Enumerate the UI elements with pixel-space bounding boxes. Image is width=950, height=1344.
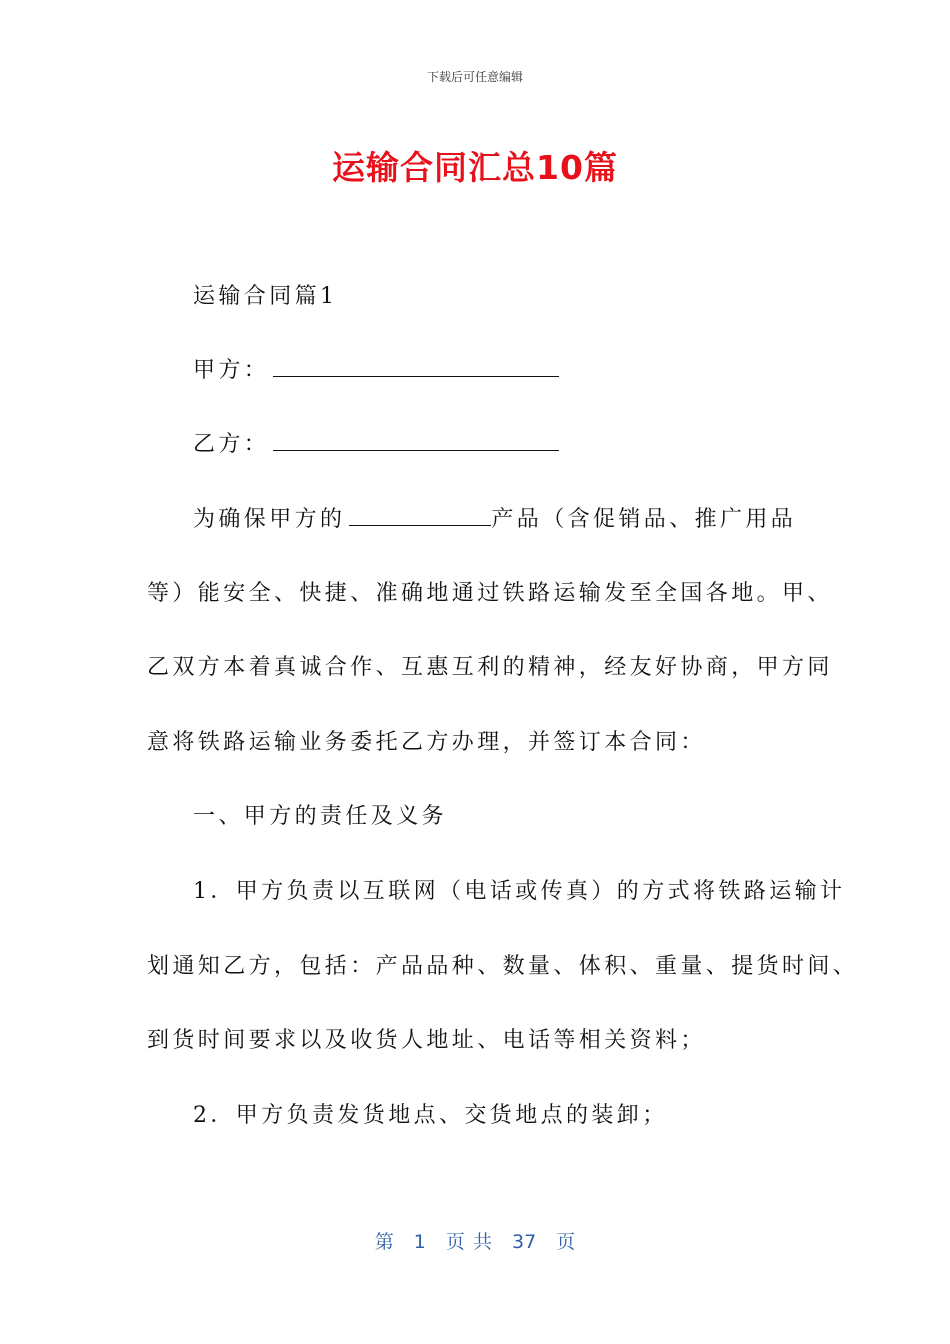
- clause-heading: 一、甲方的责任及义务: [193, 804, 448, 829]
- footer-suffix: 页: [556, 1231, 576, 1253]
- intro-line-1-pre: 为确保甲方的: [193, 507, 346, 532]
- page-footer: [0, 1227, 950, 1254]
- document-title: 运输合同汇总10篇: [332, 148, 618, 187]
- intro-line-2: 等）能安全、快捷、准确地通过铁路运输发至全国各地。甲、: [147, 581, 833, 606]
- intro-line-1-post: 产品（含促销品、推广用品: [491, 507, 797, 532]
- footer-middle: 页 共: [445, 1231, 492, 1253]
- item-1-line-3: 到货时间要求以及收货人地址、电话等相关资料；: [147, 1028, 706, 1053]
- party-a-line: [193, 356, 863, 386]
- party-b-label: 乙方：: [193, 432, 270, 457]
- item-1-line-2: 划通知乙方，包括：产品品种、数量、体积、重量、提货时间、: [147, 954, 859, 979]
- party-b-line: [193, 430, 863, 460]
- footer-total-pages: 37: [512, 1231, 537, 1253]
- party-b-blank: [273, 430, 559, 451]
- party-a-label: 甲方：: [193, 358, 270, 383]
- section-heading: 运输合同篇1: [193, 284, 338, 309]
- item-2: 2．甲方负责发货地点、交货地点的装卸；: [193, 1103, 668, 1128]
- item-1-line-1: 1．甲方负责以互联网（电话或传真）的方式将铁路运输计: [193, 879, 846, 904]
- product-blank: [349, 505, 491, 526]
- footer-page-number: 1: [413, 1231, 426, 1253]
- intro-line-3: 乙双方本着真诚合作、互惠互利的精神，经友好协商，甲方同: [147, 655, 833, 680]
- party-a-blank: [273, 356, 559, 377]
- intro-line-4: 意将铁路运输业务委托乙方办理，并签订本合同：: [147, 730, 706, 755]
- intro-line-1: [193, 505, 863, 535]
- header-note: 下载后可任意编辑: [426, 70, 523, 84]
- footer-prefix: 第: [374, 1231, 394, 1253]
